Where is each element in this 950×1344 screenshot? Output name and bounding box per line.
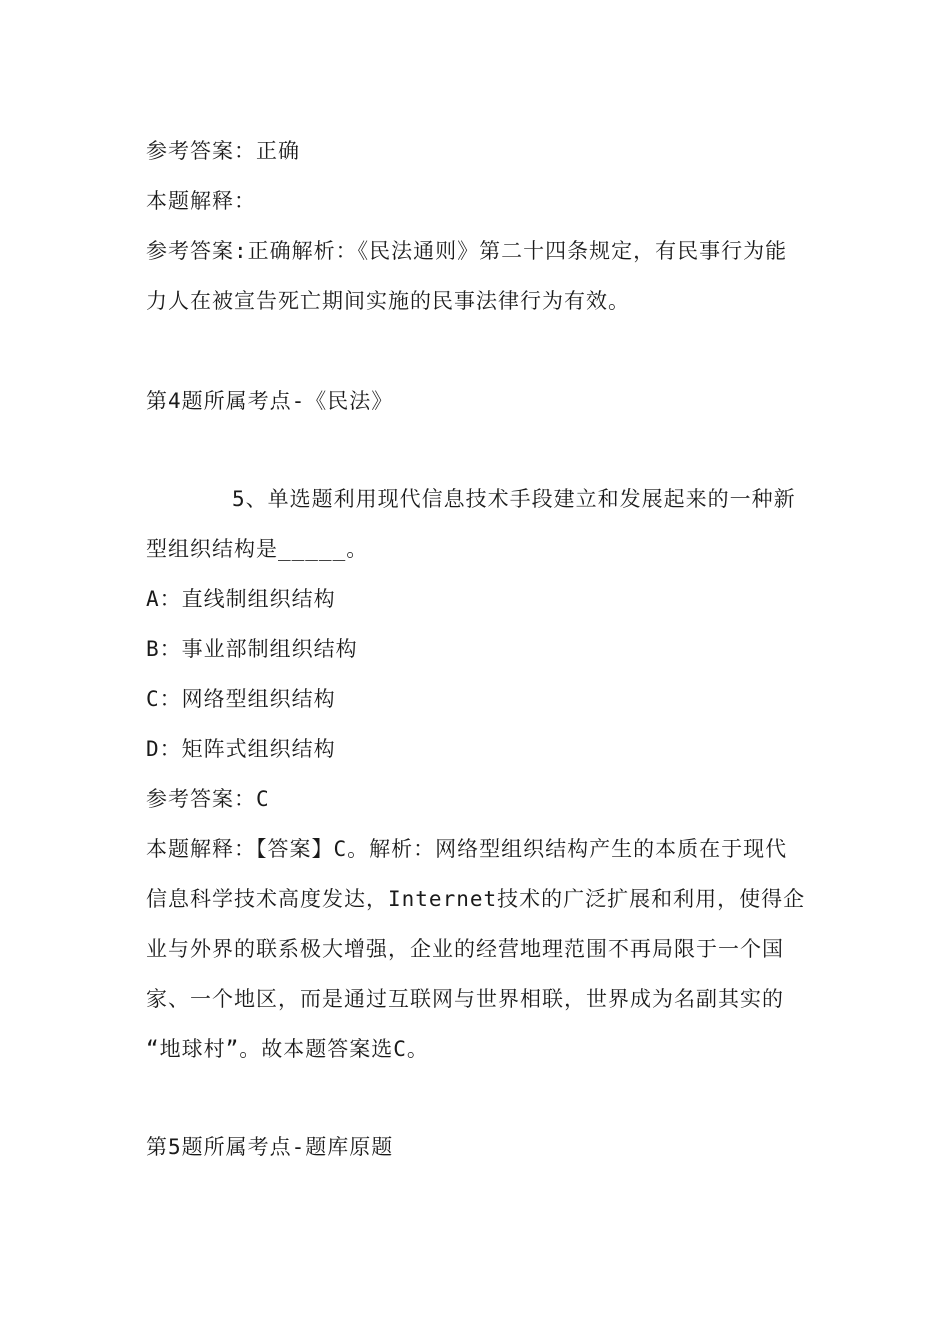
q4-topic: 第4题所属考点-《民法》 bbox=[146, 389, 394, 413]
q5-explanation-line-4: 家、一个地区，而是通过互联网与世界相联，世界成为名副其实的 bbox=[146, 987, 784, 1011]
q5-option-c: C：网络型组织结构 bbox=[146, 687, 336, 711]
q4-answer-line: 参考答案：正确 bbox=[146, 139, 300, 163]
q5-answer-line: 参考答案：C bbox=[146, 787, 270, 811]
q5-explanation-line-1: 本题解释：【答案】C。解析：网络型组织结构产生的本质在于现代 bbox=[146, 837, 788, 861]
q5-explanation-line-2: 信息科学技术高度发达，Internet技术的广泛扩展和利用，使得企 bbox=[146, 887, 806, 911]
q5-explanation-line-5: “地球村”。故本题答案选C。 bbox=[146, 1037, 429, 1061]
q4-explanation-line-2: 力人在被宣告死亡期间实施的民事法律行为有效。 bbox=[146, 289, 630, 313]
q5-question-line-1: 5、单选题利用现代信息技术手段建立和发展起来的一种新 bbox=[232, 487, 796, 511]
q5-option-d: D：矩阵式组织结构 bbox=[146, 737, 336, 761]
q5-explanation-line-3: 业与外界的联系极大增强，企业的经营地理范围不再局限于一个国 bbox=[146, 937, 784, 961]
q4-explanation-line-1: 参考答案:正确解析：《民法通则》第二十四条规定，有民事行为能 bbox=[146, 239, 788, 263]
q5-option-a: A：直线制组织结构 bbox=[146, 587, 336, 611]
q4-explanation-label: 本题解释： bbox=[146, 189, 256, 213]
q5-option-b: B：事业部制组织结构 bbox=[146, 637, 358, 661]
q5-topic: 第5题所属考点-题库原题 bbox=[146, 1135, 394, 1159]
q5-question-line-2: 型组织结构是_____。 bbox=[146, 537, 369, 561]
